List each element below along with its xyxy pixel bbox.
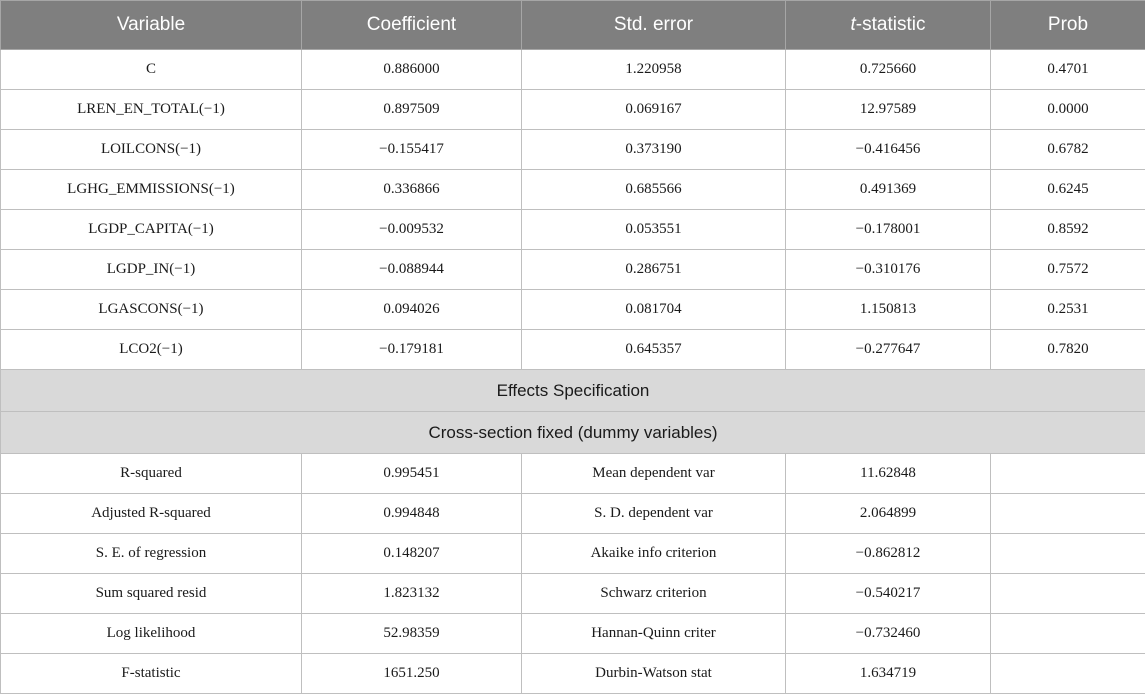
cell-t-statistic: 1.150813 [786, 290, 991, 330]
stat-label: F-statistic [1, 654, 302, 694]
stat-value: 0.995451 [302, 454, 522, 494]
stat-label: S. E. of regression [1, 534, 302, 574]
header-std-error: Std. error [522, 1, 786, 50]
table-row [1, 50, 1145, 90]
table-row [1, 170, 1145, 210]
cell-coefficient: 0.886000 [302, 50, 522, 90]
stat-value: 11.62848 [786, 454, 991, 494]
cell-t-statistic: −0.277647 [786, 330, 991, 370]
empty-cell [991, 494, 1145, 534]
stat-label: Durbin-Watson stat [522, 654, 786, 694]
cell-t-statistic: −0.416456 [786, 130, 991, 170]
cell-std-error: 0.069167 [522, 90, 786, 130]
cell-t-statistic: 12.97589 [786, 90, 991, 130]
stat-value: −0.540217 [786, 574, 991, 614]
header-t-italic: t [851, 14, 856, 35]
section-cross-section-fixed: Cross-section fixed (dummy variables) [1, 412, 1145, 454]
cell-variable: LOILCONS(−1) [1, 130, 302, 170]
cell-coefficient: −0.088944 [302, 250, 522, 290]
header-row [1, 1, 1145, 50]
stat-label: Hannan-Quinn criter [522, 614, 786, 654]
section-row-effects [1, 370, 1145, 412]
header-t-rest: -statistic [856, 14, 926, 35]
cell-prob: 0.6782 [991, 130, 1145, 170]
stats-row [1, 574, 1145, 614]
empty-cell [991, 654, 1145, 694]
stats-row [1, 494, 1145, 534]
cell-prob: 0.7820 [991, 330, 1145, 370]
cell-t-statistic: −0.178001 [786, 210, 991, 250]
cell-std-error: 0.053551 [522, 210, 786, 250]
section-row-cross-section [1, 412, 1145, 454]
cell-prob: 0.6245 [991, 170, 1145, 210]
stat-value: −0.732460 [786, 614, 991, 654]
header-coefficient: Coefficient [302, 1, 522, 50]
cell-std-error: 0.286751 [522, 250, 786, 290]
cell-std-error: 0.373190 [522, 130, 786, 170]
stat-value: 1.634719 [786, 654, 991, 694]
stat-value: 0.148207 [302, 534, 522, 574]
stats-row [1, 454, 1145, 494]
cell-std-error: 0.645357 [522, 330, 786, 370]
header-prob: Prob [991, 1, 1145, 50]
table-row [1, 210, 1145, 250]
table-row [1, 250, 1145, 290]
table-row [1, 330, 1145, 370]
cell-variable: C [1, 50, 302, 90]
stat-label: Schwarz criterion [522, 574, 786, 614]
cell-prob: 0.8592 [991, 210, 1145, 250]
cell-t-statistic: −0.310176 [786, 250, 991, 290]
stats-row [1, 534, 1145, 574]
cell-variable: LGDP_CAPITA(−1) [1, 210, 302, 250]
stat-value: 1.823132 [302, 574, 522, 614]
stat-label: Adjusted R-squared [1, 494, 302, 534]
cell-std-error: 1.220958 [522, 50, 786, 90]
header-t-statistic [786, 1, 991, 50]
stat-value: −0.862812 [786, 534, 991, 574]
table-row [1, 90, 1145, 130]
cell-std-error: 0.081704 [522, 290, 786, 330]
stat-value: 2.064899 [786, 494, 991, 534]
cell-std-error: 0.685566 [522, 170, 786, 210]
stat-value: 52.98359 [302, 614, 522, 654]
cell-prob: 0.4701 [991, 50, 1145, 90]
stats-row [1, 654, 1145, 694]
empty-cell [991, 614, 1145, 654]
stat-label: S. D. dependent var [522, 494, 786, 534]
stat-value: 1651.250 [302, 654, 522, 694]
cell-coefficient: −0.009532 [302, 210, 522, 250]
empty-cell [991, 534, 1145, 574]
cell-coefficient: −0.155417 [302, 130, 522, 170]
stats-row [1, 614, 1145, 654]
stat-label: Sum squared resid [1, 574, 302, 614]
stat-label: Log likelihood [1, 614, 302, 654]
cell-coefficient: 0.094026 [302, 290, 522, 330]
empty-cell [991, 574, 1145, 614]
cell-variable: LGASCONS(−1) [1, 290, 302, 330]
cell-coefficient: −0.179181 [302, 330, 522, 370]
cell-variable: LGHG_EMMISSIONS(−1) [1, 170, 302, 210]
stat-label: Akaike info criterion [522, 534, 786, 574]
cell-variable: LGDP_IN(−1) [1, 250, 302, 290]
cell-prob: 0.7572 [991, 250, 1145, 290]
stat-value: 0.994848 [302, 494, 522, 534]
table-row [1, 130, 1145, 170]
cell-coefficient: 0.336866 [302, 170, 522, 210]
stat-label: R-squared [1, 454, 302, 494]
section-effects-specification: Effects Specification [1, 370, 1145, 412]
cell-variable: LCO2(−1) [1, 330, 302, 370]
stat-label: Mean dependent var [522, 454, 786, 494]
cell-prob: 0.2531 [991, 290, 1145, 330]
header-variable: Variable [1, 1, 302, 50]
cell-prob: 0.0000 [991, 90, 1145, 130]
cell-coefficient: 0.897509 [302, 90, 522, 130]
table-row [1, 290, 1145, 330]
cell-t-statistic: 0.491369 [786, 170, 991, 210]
cell-variable: LREN_EN_TOTAL(−1) [1, 90, 302, 130]
empty-cell [991, 454, 1145, 494]
cell-t-statistic: 0.725660 [786, 50, 991, 90]
